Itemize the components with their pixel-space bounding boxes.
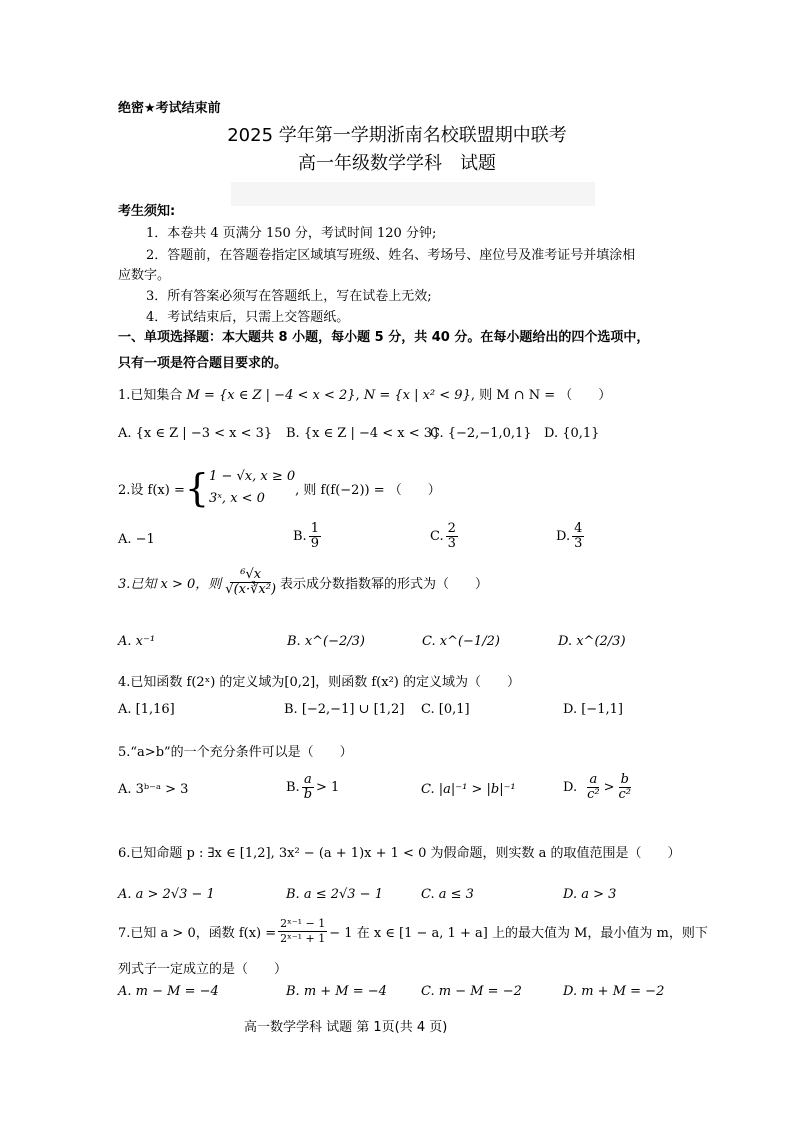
q3-ask: 表示成分数指数幂的形式为（ ） [280,577,489,592]
question-5: 5.“a>b”的一个充分条件可以是（ ） [118,745,353,760]
q5-b-den: b [303,787,313,802]
q7-prefix: 7.已知 a > 0，函数 f(x) = [118,926,277,941]
q6-option-b: B. a ≤ 2√3 − 1 [286,887,383,902]
q2-prefix: 2.设 f(x) = [118,482,185,498]
question-3 [118,568,488,597]
q2-option-d [556,522,586,551]
section-heading-cont: 只有一项是符合题目要求的。 [118,356,288,371]
q5-d-frac-1 [585,773,602,802]
info-strip [231,182,595,206]
q5-d-num-1: a [589,772,598,787]
q2-b-num: 1 [310,521,319,536]
question-6: 6.已知命题 p : ∃x ∈ [1,2], 3x² − (a + 1)x + 1 < 0 为假命题，则实数 a 的取值范围是（ ） [118,846,681,861]
q1-option-d: D. {0,1} [544,426,600,441]
note-3: 3．所有答案必须写在答题纸上，写在试卷上无效; [146,289,432,304]
q4-option-d: D. [−1,1] [563,702,623,717]
q2-ask: , 则 f(f(−2)) = （ ） [295,482,441,498]
q3-option-a: A. x⁻¹ [118,634,156,649]
q6-option-d: D. a > 3 [563,887,617,902]
q5-d-num-2: b [620,772,629,787]
q2-d-den: 3 [574,536,583,551]
q7-frac-den: 2ˣ⁻¹ + 1 [280,932,326,945]
q2-b-frac [309,522,321,551]
q1-option-c: C. {−2,−1,0,1} [430,426,532,441]
q7-option-a: A. m − M = −4 [118,984,219,999]
q2-b-den: 9 [310,536,319,551]
exam-title: 2025 学年第一学期浙南名校联盟期中联考 [227,125,567,146]
q3-option-c: C. x^(−1/2) [422,634,500,649]
q5-option-d [563,773,635,802]
secret-label: 绝密★考试结束前 [118,101,221,116]
q2-c-num: 2 [447,521,456,536]
q5-d-den-1: c² [587,787,600,802]
q5-b-num: a [303,772,312,787]
q6-option-c: C. a ≤ 3 [421,887,474,902]
q7-option-c: C. m − M = −2 [421,984,522,999]
q4-option-b: B. [−2,−1] ∪ [1,2] [284,702,405,717]
q2-d-label: D. [556,529,571,544]
q2-d-num: 4 [574,521,583,536]
q1-ask: , 则 M ∩ N = （ ） [470,388,612,403]
q2-option-c [430,522,460,551]
q2-piecewise [209,466,295,510]
q2-option-a: A. −1 [118,532,155,547]
q7-frac-num: 2ˣ⁻¹ − 1 [280,917,326,930]
q1-option-a: A. {x ∈ Z | −3 < x < 3} [118,426,273,441]
q3-frac-den: √(x·∛x²) [225,582,277,597]
q6-option-a: A. a > 2√3 − 1 [118,887,215,902]
q5-option-b [286,773,339,802]
q2-b-label: B. [293,529,307,544]
q3-option-b: B. x^(−2/3) [287,634,365,649]
q1-option-b: B. {x ∈ Z | −4 < x < 3} [286,426,441,441]
q5-d-gt: > [603,780,615,795]
note-1: 1．本卷共 4 页满分 150 分，考试时间 120 分钟; [146,226,437,241]
q7-option-d: D. m + M = −2 [563,984,665,999]
question-1: 1.已知集合 M = {x ∈ Z | −4 < x < 2}, N = {x | x² < 9}, 则 M ∩ N = （ ） [118,388,612,403]
section-heading: 一、单项选择题：本大题共 8 小题，每小题 5 分，共 40 分。在每小题给出的四个选项中， [118,330,650,345]
q5-b-tail: > 1 [316,780,340,795]
q4-option-c: C. [0,1] [421,702,470,717]
q5-b-frac [302,773,314,802]
question-7-cont: 列式子一定成立的是（ ） [118,962,288,977]
q5-option-a: A. 3ᵇ⁻ᵃ > 3 [118,782,189,797]
q2-c-label: C. [430,529,444,544]
notes-heading: 考生须知: [118,204,176,219]
q2-c-frac [446,522,458,551]
q2-case-2: 3ˣ, x < 0 [209,491,265,506]
page-footer: 高一数学学科 试题 第 1页(共 4 页) [244,1020,448,1035]
q3-frac [223,568,278,597]
q7-option-b: B. m + M = −4 [286,984,387,999]
q7-frac [278,917,327,946]
q5-b-label: B. [286,780,300,795]
q3-frac-num: ⁶√x [230,568,271,583]
q5-d-den-2: c² [618,787,631,802]
q3-prefix: 3.已知 x > 0，则 [118,577,222,592]
q1-set-m: M = {x ∈ Z | −4 < x < 2} [186,388,356,403]
q1-set-n: N = {x | x² < 9} [363,388,471,403]
q5-option-c: C. |a|⁻¹ > |b|⁻¹ [421,782,516,797]
q7-mid: − 1 在 x ∈ [1 − a, 1 + a] 上的最大值为 M，最小值为 m，则下 [329,926,708,941]
q2-case-1: 1 − √x, x ≥ 0 [209,469,296,484]
q2-brace: { [184,466,210,510]
q2-option-b [293,522,323,551]
question-2 [118,466,441,510]
question-7 [118,917,708,946]
q3-option-d: D. x^(2/3) [558,634,626,649]
q5-d-label: D. [563,780,578,795]
question-4: 4.已知函数 f(2ˣ) 的定义域为[0,2]，则函数 f(x²) 的定义域为（ ） [118,675,520,690]
q1-prefix: 1.已知集合 [118,388,183,403]
note-2: 2．答题前，在答题卷指定区域填写班级、姓名、考场号、座位号及准考证号并填涂相 [146,248,636,263]
note-4: 4．考试结束后，只需上交答题纸。 [146,310,350,325]
exam-subtitle: 高一年级数学学科 试题 [298,153,496,174]
q5-d-frac-2 [617,773,634,802]
q4-option-a: A. [1,16] [118,702,175,717]
q2-c-den: 3 [447,536,456,551]
q2-d-frac [572,522,584,551]
note-2-cont: 应数字。 [118,268,171,283]
